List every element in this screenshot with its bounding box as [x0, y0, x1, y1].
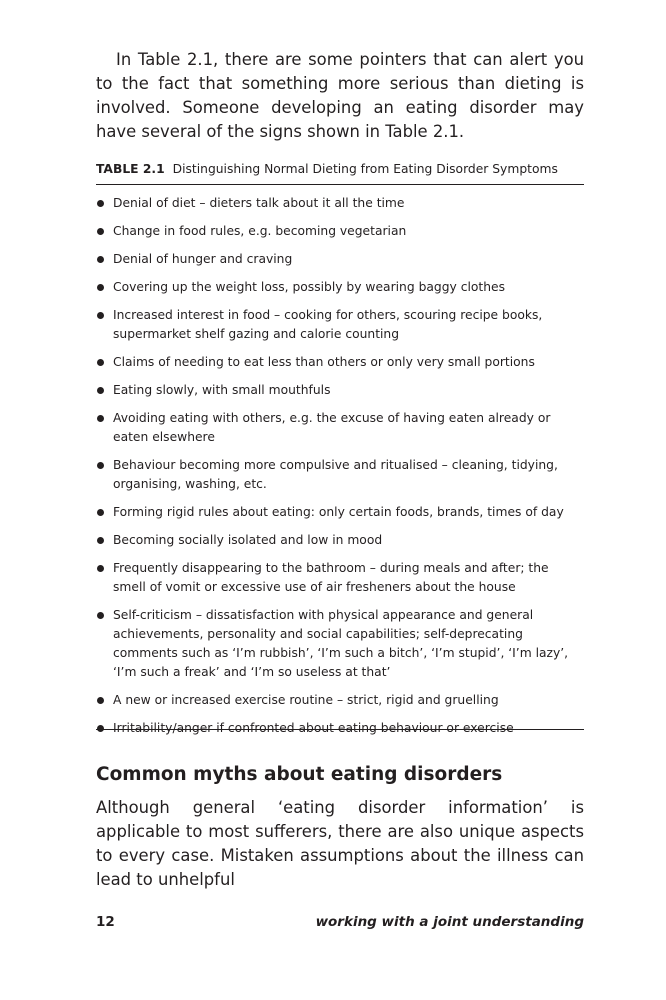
- symptom-item: [96, 606, 584, 682]
- bullet-icon: [97, 537, 104, 544]
- bullet-icon: [97, 312, 104, 319]
- symptom-item: [96, 691, 584, 710]
- page-footer: [96, 914, 584, 936]
- symptom-item: [96, 381, 584, 400]
- bullet-icon: [97, 697, 104, 704]
- table-number: TABLE 2.1: [96, 162, 165, 176]
- symptom-text: Covering up the weight loss, possibly by wearing baggy clothes: [113, 280, 505, 294]
- table-bottom-rule: [96, 729, 584, 730]
- bullet-icon: [97, 200, 104, 207]
- section-heading: Common myths about eating disorders: [96, 764, 503, 785]
- section-paragraph: Although general ‘eating disorder information’ is applicable to most sufferers, there are also unique aspects to every case. Mistaken assumptions about the illness can lead to unhelpful: [96, 798, 584, 889]
- symptom-item: [96, 306, 584, 344]
- running-title: working with a joint understanding: [315, 914, 584, 930]
- bullet-icon: [97, 256, 104, 263]
- symptom-item: [96, 456, 584, 494]
- symptom-item: [96, 194, 584, 213]
- symptom-text: Becoming socially isolated and low in mood: [113, 533, 383, 547]
- symptom-text: Irritability/anger if confronted about eating behaviour or exercise: [113, 721, 514, 735]
- bullet-icon: [97, 415, 104, 422]
- bullet-icon: [97, 284, 104, 291]
- symptom-list: [96, 194, 584, 747]
- symptom-text: Change in food rules, e.g. becoming vegetarian: [113, 224, 407, 238]
- symptom-item: [96, 353, 584, 372]
- bullet-icon: [97, 509, 104, 516]
- intro-paragraph: In Table 2.1, there are some pointers that can alert you to the fact that something more serious than dieting is involved. Someone developing an eating disorder may have several of the signs shown in Table 2.1.: [96, 50, 584, 141]
- bullet-icon: [97, 462, 104, 469]
- table-top-rule: [96, 184, 584, 185]
- bullet-icon: [97, 387, 104, 394]
- symptom-item: [96, 222, 584, 241]
- symptom-text: A new or increased exercise routine – strict, rigid and gruelling: [113, 693, 499, 707]
- bullet-icon: [97, 359, 104, 366]
- symptom-item: [96, 250, 584, 269]
- bullet-icon: [97, 228, 104, 235]
- bullet-icon: [97, 565, 104, 572]
- page-number: 12: [96, 914, 115, 930]
- symptom-item: [96, 503, 584, 522]
- symptom-text: Denial of diet – dieters talk about it all the time: [113, 196, 405, 210]
- symptom-item: [96, 559, 584, 597]
- symptom-text: Claims of needing to eat less than others or only very small portions: [113, 355, 535, 369]
- symptom-item: [96, 278, 584, 297]
- symptom-text: Self-criticism – dissatisfaction with physical appearance and general achievements, personality and social capabilities; self-deprecating comments such as ‘I’m rubbish’, ‘I’m such a bitch’, ‘I’m stupid’, ‘I’m lazy’, ‘I’m such a freak’ and ‘I’m so useless at that’: [113, 608, 569, 679]
- symptom-text: Behaviour becoming more compulsive and ritualised – cleaning, tidying, organising, washing, etc.: [113, 458, 558, 491]
- symptom-item: [96, 409, 584, 447]
- symptom-text: Eating slowly, with small mouthfuls: [113, 383, 331, 397]
- table-title: Distinguishing Normal Dieting from Eating Disorder Symptoms: [172, 162, 558, 176]
- symptom-item: [96, 531, 584, 550]
- symptom-text: Frequently disappearing to the bathroom – during meals and after; the smell of vomit or excessive use of air fresheners about the house: [113, 561, 549, 594]
- symptom-text: Increased interest in food – cooking for others, scouring recipe books, supermarket shelf gazing and calorie counting: [113, 308, 543, 341]
- symptom-text: Avoiding eating with others, e.g. the excuse of having eaten already or eaten elsewhere: [113, 411, 551, 444]
- bullet-icon: [97, 612, 104, 619]
- symptom-text: Denial of hunger and craving: [113, 252, 293, 266]
- symptom-text: Forming rigid rules about eating: only certain foods, brands, times of day: [113, 505, 564, 519]
- table-caption: [96, 160, 584, 178]
